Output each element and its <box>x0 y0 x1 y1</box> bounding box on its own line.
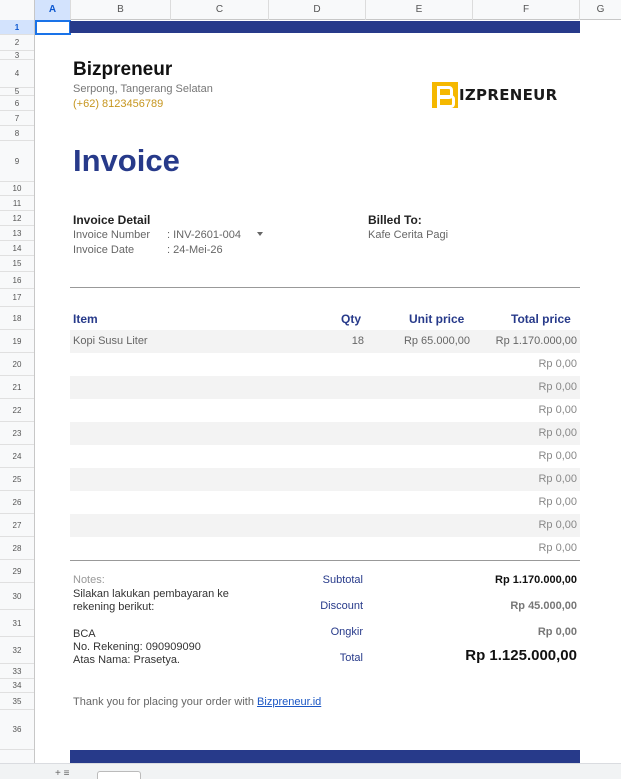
top-band <box>70 21 580 33</box>
cell-total-price[interactable]: Rp 0,00 <box>538 450 577 462</box>
table-row <box>70 491 580 514</box>
row-header-22[interactable]: 22 <box>0 399 34 422</box>
company-address: Serpong, Tangerang Selatan <box>73 83 213 95</box>
cell-item[interactable] <box>73 422 333 445</box>
row-header-17[interactable]: 17 <box>0 289 34 307</box>
invoice-date-label: Invoice Date <box>73 244 135 256</box>
cell-qty[interactable] <box>300 491 364 514</box>
column-header-bar <box>0 0 621 20</box>
cell-qty[interactable] <box>300 376 364 399</box>
cell-total-price[interactable]: Rp 0,00 <box>538 404 577 416</box>
row-header-18[interactable]: 18 <box>0 307 34 330</box>
row-header-13[interactable]: 13 <box>0 226 34 241</box>
discount-label: Discount <box>320 600 363 612</box>
row-header-5[interactable]: 5 <box>0 88 34 96</box>
cell-qty[interactable] <box>300 514 364 537</box>
cell-unit-price[interactable] <box>366 514 470 537</box>
add-sheet-icon[interactable]: + ≡ <box>55 768 70 779</box>
table-row <box>70 537 580 560</box>
cell-qty[interactable] <box>300 399 364 422</box>
cell-unit-price[interactable] <box>366 353 470 376</box>
sheet-tab-bar <box>0 763 621 779</box>
cell-qty[interactable] <box>300 468 364 491</box>
cell-total-price[interactable]: Rp 0,00 <box>538 381 577 393</box>
cell-item[interactable] <box>73 353 333 376</box>
total-value: Rp 1.125.000,00 <box>465 647 577 664</box>
row-header-29[interactable]: 29 <box>0 560 34 583</box>
thank-you-text: Thank you for placing your order with <box>73 696 258 708</box>
select-all-corner[interactable] <box>0 0 35 20</box>
row-header-15[interactable]: 15 <box>0 256 34 272</box>
column-header-b[interactable]: B <box>71 0 171 20</box>
website-link[interactable]: Bizpreneur.id <box>257 696 322 708</box>
cell-item[interactable] <box>73 514 333 537</box>
sheet-tab[interactable] <box>97 771 141 779</box>
row-header-30[interactable]: 30 <box>0 583 34 610</box>
row-header-33[interactable]: 33 <box>0 664 34 679</box>
table-header-total-price: Total price <box>511 312 571 326</box>
row-header-32[interactable]: 32 <box>0 637 34 664</box>
cell-item[interactable]: Kopi Susu Liter <box>73 335 148 347</box>
table-row <box>70 468 580 491</box>
total-label: Total <box>339 652 363 664</box>
invoice-number-label: Invoice Number <box>73 229 151 241</box>
table-row <box>70 422 580 445</box>
company-phone: (+62) 8123456789 <box>73 98 164 110</box>
subtotal-label: Subtotal <box>322 574 363 586</box>
cell-unit-price[interactable] <box>366 468 470 491</box>
subtotal-value: Rp 1.170.000,00 <box>495 574 577 586</box>
invoice-detail-heading: Invoice Detail <box>73 213 151 227</box>
cell-qty[interactable]: 18 <box>351 335 364 347</box>
row-header-19[interactable]: 19 <box>0 330 34 353</box>
bank-details: BCA No. Rekening: 090909090 Atas Nama: Prasetya. <box>73 628 201 666</box>
row-header-26[interactable]: 26 <box>0 491 34 514</box>
row-header-36[interactable]: 36 <box>0 710 34 750</box>
notes-label: Notes: <box>73 574 105 586</box>
billed-to-heading: Billed To: <box>368 213 422 227</box>
column-header-f[interactable]: F <box>473 0 580 20</box>
cell-unit-price[interactable] <box>366 422 470 445</box>
table-row <box>70 376 580 399</box>
row-header-31[interactable]: 31 <box>0 610 34 637</box>
row-header-21[interactable]: 21 <box>0 376 34 399</box>
cell-unit-price[interactable] <box>366 376 470 399</box>
notes-text: Silakan lakukan pembayaran ke rekening berikut: <box>73 588 229 613</box>
row-header-23[interactable]: 23 <box>0 422 34 445</box>
cell-unit-price[interactable] <box>366 445 470 468</box>
row-header-10[interactable]: 10 <box>0 182 34 196</box>
row-header-7[interactable]: 7 <box>0 111 34 126</box>
cell-unit-price[interactable]: Rp 65.000,00 <box>403 335 470 347</box>
invoice-title: Invoice <box>73 143 180 178</box>
row-header-16[interactable]: 16 <box>0 272 34 289</box>
cell-qty[interactable] <box>300 353 364 376</box>
cell-qty[interactable] <box>300 422 364 445</box>
divider <box>70 560 580 561</box>
cell-unit-price[interactable] <box>366 399 470 422</box>
cell-total-price[interactable]: Rp 0,00 <box>538 519 577 531</box>
cell-item[interactable] <box>73 399 333 422</box>
row-header-4[interactable]: 4 <box>0 60 34 88</box>
row-header-11[interactable]: 11 <box>0 196 34 211</box>
column-header-g[interactable]: G <box>596 4 605 15</box>
shipping-label: Ongkir <box>330 626 363 638</box>
row-header-2[interactable]: 2 <box>0 35 34 51</box>
table-row <box>70 353 580 376</box>
discount-value: Rp 45.000,00 <box>510 600 577 612</box>
invoice-number-value[interactable]: : INV-2601-004 <box>167 229 241 241</box>
cell-item[interactable] <box>73 491 333 514</box>
table-header-item: Item <box>73 312 98 326</box>
bottom-band <box>70 750 580 763</box>
thank-you-note <box>73 696 321 708</box>
billed-to-name: Kafe Cerita Pagi <box>368 229 449 241</box>
column-header-d[interactable]: D <box>269 0 366 20</box>
chevron-down-icon[interactable] <box>257 232 263 236</box>
row-header-14[interactable]: 14 <box>0 241 34 256</box>
active-cell[interactable] <box>35 20 71 35</box>
row-header-8[interactable]: 8 <box>0 126 34 141</box>
cell-total-price[interactable]: Rp 0,00 <box>538 427 577 439</box>
table-row <box>70 514 580 537</box>
row-header-24[interactable]: 24 <box>0 445 34 468</box>
logo-wordmark: IZPRENEUR <box>459 86 558 104</box>
row-header-1[interactable]: 1 <box>0 20 34 35</box>
cell-qty[interactable] <box>300 537 364 560</box>
table-header-unit-price: Unit price <box>409 312 465 326</box>
row-header-34[interactable]: 34 <box>0 679 34 693</box>
row-header-20[interactable]: 20 <box>0 353 34 376</box>
cell-total-price[interactable]: Rp 0,00 <box>538 473 577 485</box>
divider <box>70 287 580 288</box>
cell-total-price[interactable]: Rp 1.170.000,00 <box>495 335 577 347</box>
row-header-3[interactable]: 3 <box>0 51 34 60</box>
table-row <box>70 445 580 468</box>
cell-qty[interactable] <box>300 445 364 468</box>
table-row <box>70 399 580 422</box>
cell-total-price[interactable]: Rp 0,00 <box>538 542 577 554</box>
cell-unit-price[interactable] <box>366 537 470 560</box>
cell-item[interactable] <box>73 445 333 468</box>
row-header-27[interactable]: 27 <box>0 514 34 537</box>
cell-unit-price[interactable] <box>366 491 470 514</box>
logo-b-icon <box>432 82 458 108</box>
row-header-9[interactable]: 9 <box>0 141 34 182</box>
cell-total-price[interactable]: Rp 0,00 <box>538 496 577 508</box>
column-header-c[interactable]: C <box>171 0 269 20</box>
shipping-value: Rp 0,00 <box>537 626 577 638</box>
invoice-date-value: : 24-Mei-26 <box>167 244 223 256</box>
cell-item[interactable] <box>73 468 333 491</box>
table-row <box>70 330 580 353</box>
row-header-35[interactable]: 35 <box>0 693 34 710</box>
row-header-bar <box>0 20 35 763</box>
cell-item[interactable] <box>73 376 333 399</box>
cell-item[interactable] <box>73 537 333 560</box>
company-name: Bizpreneur <box>73 59 173 80</box>
row-header-25[interactable]: 25 <box>0 468 34 491</box>
company-logo <box>432 80 557 110</box>
table-header-qty: Qty <box>341 312 362 326</box>
row-header-6[interactable]: 6 <box>0 96 34 111</box>
row-header-12[interactable]: 12 <box>0 211 34 226</box>
row-header-28[interactable]: 28 <box>0 537 34 560</box>
column-header-e[interactable]: E <box>366 0 473 20</box>
cell-total-price[interactable]: Rp 0,00 <box>538 358 577 370</box>
column-header-a[interactable]: A <box>35 0 71 20</box>
